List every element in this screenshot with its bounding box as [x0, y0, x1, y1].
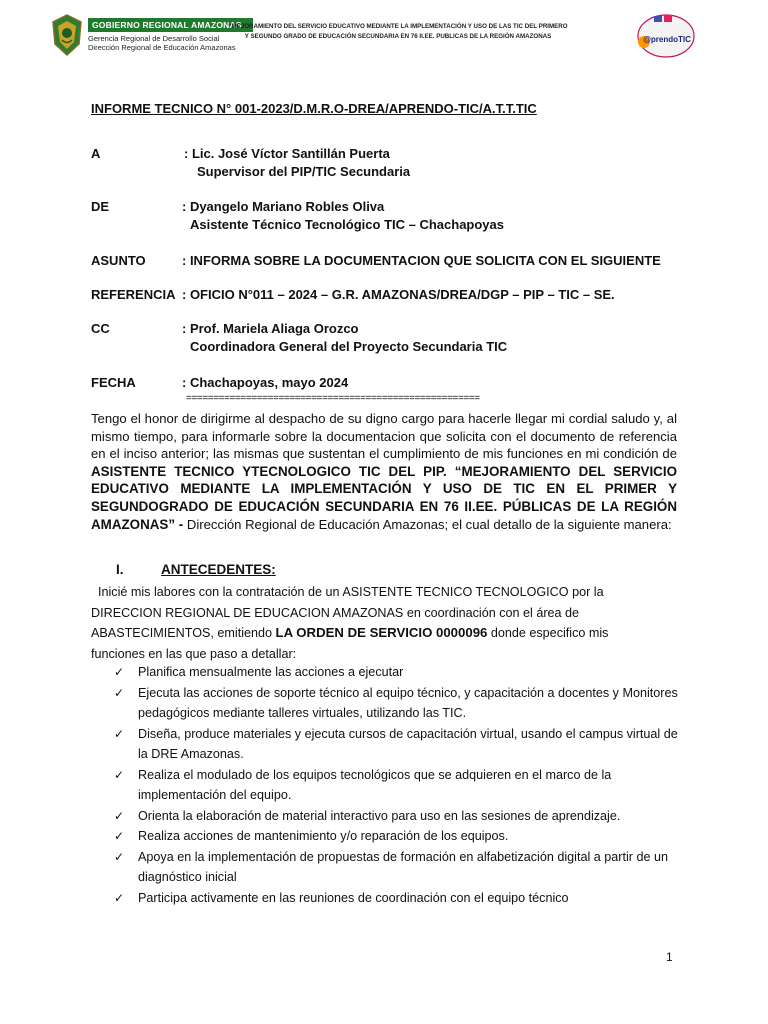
list-item-text: Planifica mensualmente las acciones a ejecutar	[138, 665, 404, 679]
intro-paragraph-text: Tengo el honor de dirigirme al despacho de su digno cargo para hacerle llegar mi cordial saludo y, al mismo tiempo, para informarle sobre la documentacion que solicita con el documento de referencia en el inciso anterior; las mismas que sustentan el cumplimiento de mis funciones en mi condición de	[91, 411, 677, 462]
list-item	[114, 724, 679, 765]
field-de-key: DE	[91, 199, 110, 214]
list-item-text: Realiza el modulado de los equipos tecnológicos que se adquieren en el marco de la implementación del equipo.	[138, 767, 612, 802]
field-de-value-2: Asistente Técnico Tecnológico TIC – Chachapoyas	[190, 217, 504, 232]
field-cc-value-2: Coordinadora General del Proyecto Secundaria TIC	[190, 339, 508, 354]
project-title: “MEJORAMIENTO DEL SERVICIO EDUCATIVO MEDIANTE LA IMPLEMENTACIÓN Y USO DE LAS TIC DEL PRIMERO Y SEGUNDO GRADO DE EDUCACIÓN SECUNDARIA EN 76 II.EE. PUBLICAS DE LA REGIÓN AMAZONAS	[228, 23, 568, 40]
field-asunto-key: ASUNTO	[91, 253, 146, 268]
section-label: ANTECEDENTES:	[161, 562, 276, 577]
separator-rule: ======================================================	[186, 393, 480, 404]
letterhead	[50, 12, 720, 60]
page-number: 1	[666, 950, 673, 964]
intro-paragraph-bold: ASISTENTE TECNICO YTECNOLOGICO TIC DEL PIP. “MEJORAMIENTO DEL SERVICIO EDUCATIVO MEDIANTE LA IMPLEMENTACIÓN Y USO DE TIC EN EL PRIMER Y SEGUNDOGRADO DE EDUCACIÓN SECUNDARIA EN 76 II.EE. PÚBLICAS DE LA REGIÓN AMAZONAS” -	[91, 463, 677, 532]
list-item	[114, 806, 679, 827]
list-item-text: Orienta la elaboración de material interactivo para uso en las sesiones de aprendizaje.	[138, 808, 621, 823]
aprendo-tic-logo	[630, 12, 698, 60]
list-item	[114, 847, 679, 888]
check-icon: ✓	[114, 829, 125, 843]
list-item	[114, 683, 679, 724]
field-a-key: A	[91, 146, 101, 161]
antecedentes-text: Inicié mis labores con la contratación de un ASISTENTE TECNICO TECNOLOGICO por la DIRECCION REGIONAL DE EDUCACION AMAZONAS en coordinación con el área de ABASTECIMIENTOS, emitiendo	[91, 585, 604, 640]
field-cc-key: CC	[91, 321, 110, 336]
check-icon: ✓	[114, 890, 125, 905]
list-item-text: Ejecuta las acciones de soporte técnico al equipo técnico, y capacitación a docentes y Monitores pedagógicos mediante talleres virtuales, utilizando las TIC.	[138, 685, 678, 720]
intro-paragraph	[91, 410, 677, 533]
functions-list	[114, 662, 679, 908]
list-item	[114, 826, 679, 847]
list-item-text: Participa activamente en las reuniones de coordinación con el equipo técnico	[138, 890, 569, 905]
list-item-text: Realiza acciones de mantenimiento y/o reparación de los equipos.	[138, 829, 509, 843]
field-a-value-2: Supervisor del PIP/TIC Secundaria	[197, 164, 411, 179]
report-title: INFORME TECNICO N° 001-2023/D.M.R.O-DREA/APRENDO-TIC/A.T.T.TIC	[91, 101, 537, 116]
check-icon: ✓	[114, 685, 125, 700]
field-fecha-key: FECHA	[91, 375, 136, 390]
list-item	[114, 662, 679, 683]
section-number: I.	[116, 562, 124, 577]
list-item	[114, 888, 679, 909]
field-fecha-value: : Chachapoyas, mayo 2024	[182, 375, 349, 390]
check-icon: ✓	[114, 849, 125, 864]
list-item	[114, 765, 679, 806]
check-icon: ✓	[114, 726, 125, 741]
field-a-value: : Lic. José Víctor Santillán Puerta	[184, 146, 390, 161]
antecedentes-paragraph	[91, 582, 651, 664]
field-asunto-value: : INFORMA SOBRE LA DOCUMENTACION QUE SOLICITA CON EL SIGUIENTE	[182, 253, 661, 268]
field-cc-value: : Prof. Mariela Aliaga Orozco	[182, 321, 359, 336]
gerencia-name: Gerencia Regional de Desarrollo Social	[88, 34, 220, 43]
check-icon: ✓	[114, 767, 125, 782]
field-referencia-key: REFERENCIA	[91, 287, 176, 302]
government-name: GOBIERNO REGIONAL AMAZONAS	[88, 18, 253, 32]
field-de-value: : Dyangelo Mariano Robles Oliva	[182, 199, 385, 214]
list-item-text: Diseña, produce materiales y ejecuta cursos de capacitación virtual, usando el campus virtual de la DRE Amazonas.	[138, 726, 678, 761]
direccion-name: Dirección Regional de Educación Amazonas	[88, 43, 236, 52]
aprendo-tic-logo-text: @prendoTIC	[643, 35, 691, 44]
check-icon: ✓	[114, 808, 125, 823]
regional-seal-logo	[50, 14, 84, 56]
field-referencia-value: : OFICIO N°011 – 2024 – G.R. AMAZONAS/DREA/DGP – PIP – TIC – SE.	[182, 287, 615, 302]
intro-paragraph-end: Dirección Regional de Educación Amazonas; el cual detallo de la siguiente manera:	[186, 516, 672, 532]
check-icon: ✓	[114, 665, 125, 679]
orden-servicio: LA ORDEN DE SERVICIO 0000096	[275, 625, 488, 640]
antecedentes-text-end: donde especifico mis funciones en las que paso a detallar:	[91, 626, 609, 661]
list-item-text: Apoya en la implementación de propuestas de formación en alfabetización digital a partir de un diagnóstico inicial	[138, 849, 668, 884]
